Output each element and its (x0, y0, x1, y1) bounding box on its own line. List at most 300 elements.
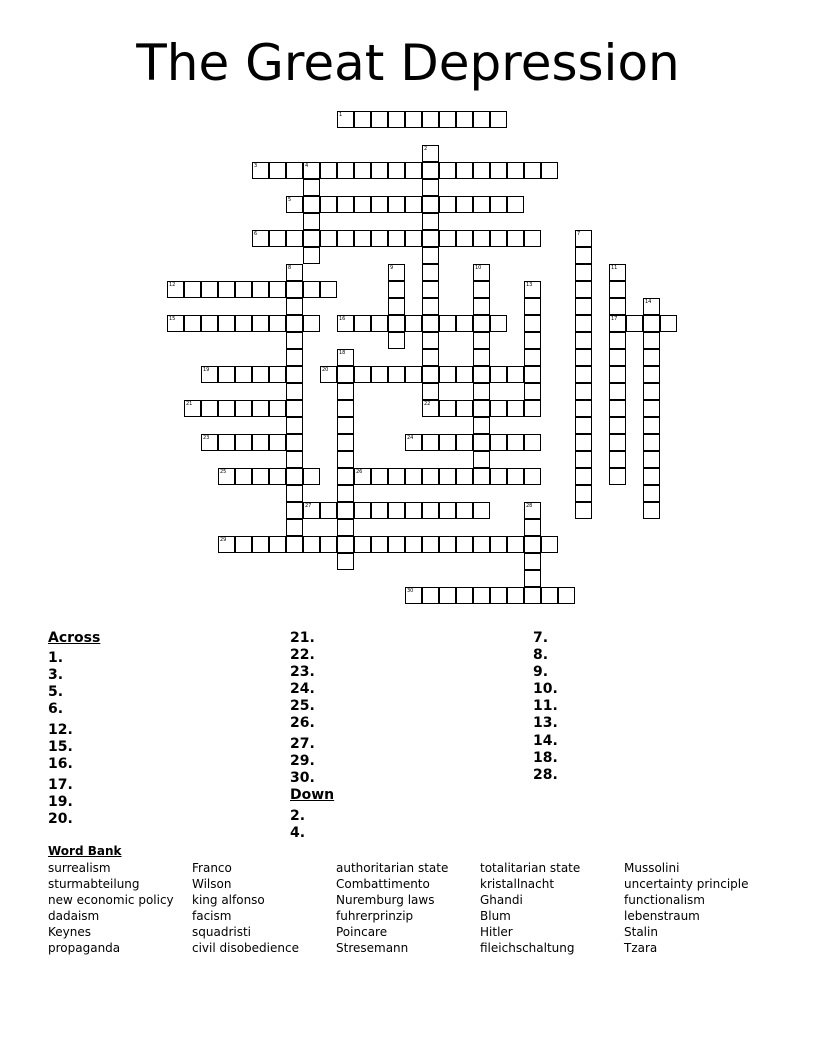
grid-cell[interactable] (456, 315, 473, 332)
grid-cell[interactable] (575, 366, 592, 383)
grid-cell[interactable] (456, 230, 473, 247)
grid-cell[interactable] (405, 162, 422, 179)
grid-cell[interactable] (235, 281, 252, 298)
grid-cell[interactable] (456, 400, 473, 417)
grid-cell[interactable] (473, 468, 490, 485)
grid-cell[interactable] (371, 502, 388, 519)
grid-cell[interactable] (422, 247, 439, 264)
grid-cell[interactable] (388, 196, 405, 213)
grid-cell[interactable] (269, 468, 286, 485)
grid-cell[interactable] (439, 468, 456, 485)
grid-cell[interactable] (337, 536, 354, 553)
grid-cell[interactable] (643, 434, 660, 451)
grid-cell[interactable] (252, 400, 269, 417)
grid-cell[interactable] (337, 162, 354, 179)
grid-cell[interactable] (388, 230, 405, 247)
grid-cell[interactable] (524, 553, 541, 570)
grid-cell[interactable] (507, 587, 524, 604)
grid-cell[interactable] (337, 230, 354, 247)
grid-cell[interactable] (286, 162, 303, 179)
grid-cell[interactable] (422, 332, 439, 349)
grid-cell[interactable] (490, 162, 507, 179)
grid-cell[interactable] (473, 536, 490, 553)
grid-cell[interactable] (643, 349, 660, 366)
grid-cell[interactable] (286, 502, 303, 519)
grid-cell[interactable] (507, 468, 524, 485)
grid-cell[interactable] (490, 468, 507, 485)
grid-cell[interactable] (388, 315, 405, 332)
grid-cell[interactable] (286, 400, 303, 417)
grid-cell[interactable] (609, 264, 626, 281)
grid-cell[interactable] (371, 468, 388, 485)
grid-cell[interactable] (303, 247, 320, 264)
grid-cell[interactable] (609, 366, 626, 383)
grid-cell[interactable] (643, 383, 660, 400)
grid-cell[interactable] (286, 196, 303, 213)
grid-cell[interactable] (269, 434, 286, 451)
grid-cell[interactable] (422, 400, 439, 417)
grid-cell[interactable] (439, 315, 456, 332)
grid-cell[interactable] (371, 162, 388, 179)
grid-cell[interactable] (575, 451, 592, 468)
grid-cell[interactable] (303, 162, 320, 179)
grid-cell[interactable] (490, 315, 507, 332)
grid-cell[interactable] (524, 349, 541, 366)
grid-cell[interactable] (609, 349, 626, 366)
grid-cell[interactable] (320, 196, 337, 213)
grid-cell[interactable] (422, 213, 439, 230)
grid-cell[interactable] (405, 196, 422, 213)
grid-cell[interactable] (354, 196, 371, 213)
grid-cell[interactable] (320, 366, 337, 383)
grid-cell[interactable] (303, 213, 320, 230)
grid-cell[interactable] (337, 315, 354, 332)
grid-cell[interactable] (286, 451, 303, 468)
grid-cell[interactable] (252, 434, 269, 451)
grid-cell[interactable] (490, 230, 507, 247)
grid-cell[interactable] (507, 536, 524, 553)
grid-cell[interactable] (337, 111, 354, 128)
grid-cell[interactable] (337, 349, 354, 366)
grid-cell[interactable] (286, 281, 303, 298)
grid-cell[interactable] (337, 366, 354, 383)
grid-cell[interactable] (473, 281, 490, 298)
grid-cell[interactable] (201, 315, 218, 332)
grid-cell[interactable] (218, 536, 235, 553)
grid-cell[interactable] (609, 451, 626, 468)
grid-cell[interactable] (269, 400, 286, 417)
grid-cell[interactable] (524, 587, 541, 604)
grid-cell[interactable] (456, 536, 473, 553)
grid-cell[interactable] (575, 230, 592, 247)
grid-cell[interactable] (286, 230, 303, 247)
grid-cell[interactable] (473, 332, 490, 349)
grid-cell[interactable] (252, 536, 269, 553)
grid-cell[interactable] (337, 468, 354, 485)
grid-cell[interactable] (439, 587, 456, 604)
grid-cell[interactable] (422, 587, 439, 604)
grid-cell[interactable] (337, 502, 354, 519)
cell-number: 14 (645, 299, 652, 305)
grid-cell[interactable] (643, 400, 660, 417)
grid-cell[interactable] (388, 332, 405, 349)
grid-cell[interactable] (473, 315, 490, 332)
grid-cell[interactable] (609, 383, 626, 400)
grid-cell[interactable] (575, 281, 592, 298)
grid-cell[interactable] (201, 366, 218, 383)
grid-cell[interactable] (609, 417, 626, 434)
grid-cell[interactable] (609, 400, 626, 417)
grid-cell[interactable] (405, 502, 422, 519)
grid-cell[interactable] (303, 196, 320, 213)
grid-cell[interactable] (286, 434, 303, 451)
grid-cell[interactable] (252, 281, 269, 298)
grid-cell[interactable] (218, 468, 235, 485)
grid-cell[interactable] (490, 587, 507, 604)
grid-cell[interactable] (643, 485, 660, 502)
grid-cell[interactable] (456, 162, 473, 179)
grid-cell[interactable] (201, 434, 218, 451)
grid-cell[interactable] (524, 366, 541, 383)
grid-cell[interactable] (660, 315, 677, 332)
grid-cell[interactable] (575, 383, 592, 400)
grid-cell[interactable] (269, 162, 286, 179)
grid-cell[interactable] (303, 230, 320, 247)
grid-cell[interactable] (422, 298, 439, 315)
grid-cell[interactable] (422, 162, 439, 179)
grid-cell[interactable] (541, 162, 558, 179)
grid-cell[interactable] (252, 230, 269, 247)
grid-cell[interactable] (422, 366, 439, 383)
grid-cell[interactable] (218, 366, 235, 383)
grid-cell[interactable] (422, 383, 439, 400)
grid-cell[interactable] (218, 434, 235, 451)
grid-cell[interactable] (354, 468, 371, 485)
grid-cell[interactable] (201, 400, 218, 417)
grid-cell[interactable] (473, 366, 490, 383)
grid-cell[interactable] (456, 196, 473, 213)
grid-cell[interactable] (388, 502, 405, 519)
grid-cell[interactable] (235, 536, 252, 553)
grid-cell[interactable] (456, 111, 473, 128)
grid-cell[interactable] (575, 485, 592, 502)
grid-cell[interactable] (320, 230, 337, 247)
grid-cell[interactable] (286, 536, 303, 553)
grid-cell[interactable] (320, 162, 337, 179)
grid-cell[interactable] (269, 536, 286, 553)
grid-cell[interactable] (405, 230, 422, 247)
grid-cell[interactable] (354, 111, 371, 128)
grid-cell[interactable] (218, 315, 235, 332)
grid-cell[interactable] (524, 332, 541, 349)
grid-cell[interactable] (218, 281, 235, 298)
grid-cell[interactable] (507, 400, 524, 417)
grid-cell[interactable] (439, 162, 456, 179)
grid-cell[interactable] (643, 468, 660, 485)
grid-cell[interactable] (337, 485, 354, 502)
grid-cell[interactable] (354, 230, 371, 247)
grid-cell[interactable] (507, 162, 524, 179)
grid-cell[interactable] (184, 281, 201, 298)
grid-cell[interactable] (252, 366, 269, 383)
grid-cell[interactable] (473, 383, 490, 400)
grid-cell[interactable] (422, 264, 439, 281)
grid-cell[interactable] (456, 434, 473, 451)
grid-cell[interactable] (167, 315, 184, 332)
grid-cell[interactable] (422, 179, 439, 196)
grid-cell[interactable] (388, 162, 405, 179)
grid-cell[interactable] (422, 502, 439, 519)
grid-cell[interactable] (473, 196, 490, 213)
grid-cell[interactable] (456, 502, 473, 519)
grid-cell[interactable] (235, 468, 252, 485)
grid-cell[interactable] (643, 315, 660, 332)
grid-cell[interactable] (609, 281, 626, 298)
grid-cell[interactable] (524, 383, 541, 400)
grid-cell[interactable] (337, 400, 354, 417)
grid-cell[interactable] (575, 468, 592, 485)
grid-cell[interactable] (422, 230, 439, 247)
grid-cell[interactable] (269, 281, 286, 298)
grid-cell[interactable] (371, 230, 388, 247)
grid-cell[interactable] (320, 281, 337, 298)
grid-cell[interactable] (218, 400, 235, 417)
grid-cell[interactable] (405, 536, 422, 553)
grid-cell[interactable] (643, 298, 660, 315)
grid-cell[interactable] (286, 366, 303, 383)
grid-cell[interactable] (303, 281, 320, 298)
grid-cell[interactable] (354, 502, 371, 519)
grid-cell[interactable] (303, 179, 320, 196)
grid-cell[interactable] (286, 264, 303, 281)
grid-cell[interactable] (473, 417, 490, 434)
grid-cell[interactable] (337, 553, 354, 570)
grid-cell[interactable] (252, 468, 269, 485)
grid-cell[interactable] (354, 315, 371, 332)
grid-cell[interactable] (575, 434, 592, 451)
grid-cell[interactable] (303, 468, 320, 485)
grid-cell[interactable] (439, 400, 456, 417)
grid-cell[interactable] (524, 536, 541, 553)
grid-cell[interactable] (490, 536, 507, 553)
grid-cell[interactable] (490, 196, 507, 213)
grid-cell[interactable] (405, 468, 422, 485)
cell-number: 27 (305, 503, 312, 509)
grid-cell[interactable] (473, 162, 490, 179)
grid-cell[interactable] (337, 451, 354, 468)
grid-cell[interactable] (354, 536, 371, 553)
grid-cell[interactable] (643, 366, 660, 383)
grid-cell[interactable] (643, 417, 660, 434)
grid-cell[interactable] (388, 298, 405, 315)
grid-cell[interactable] (473, 451, 490, 468)
grid-cell[interactable] (524, 468, 541, 485)
grid-cell[interactable] (422, 196, 439, 213)
grid-cell[interactable] (422, 468, 439, 485)
grid-cell[interactable] (286, 485, 303, 502)
grid-cell[interactable] (575, 332, 592, 349)
grid-cell[interactable] (575, 264, 592, 281)
grid-cell[interactable] (456, 468, 473, 485)
grid-cell[interactable] (439, 536, 456, 553)
grid-cell[interactable] (371, 536, 388, 553)
grid-cell[interactable] (388, 281, 405, 298)
grid-cell[interactable] (524, 570, 541, 587)
grid-cell[interactable] (575, 417, 592, 434)
grid-cell[interactable] (269, 315, 286, 332)
grid-cell[interactable] (405, 434, 422, 451)
grid-cell[interactable] (252, 162, 269, 179)
grid-cell[interactable] (609, 298, 626, 315)
grid-cell[interactable] (422, 349, 439, 366)
grid-cell[interactable] (286, 468, 303, 485)
grid-cell[interactable] (371, 366, 388, 383)
grid-cell[interactable] (473, 230, 490, 247)
grid-cell[interactable] (371, 196, 388, 213)
grid-cell[interactable] (201, 281, 218, 298)
grid-cell[interactable] (490, 111, 507, 128)
grid-cell[interactable] (524, 281, 541, 298)
grid-cell[interactable] (507, 196, 524, 213)
grid-cell[interactable] (422, 281, 439, 298)
grid-cell[interactable] (422, 536, 439, 553)
grid-cell[interactable] (405, 366, 422, 383)
grid-cell[interactable] (286, 298, 303, 315)
clue-number: 21. (290, 630, 315, 646)
grid-cell[interactable] (524, 298, 541, 315)
grid-cell[interactable] (388, 264, 405, 281)
grid-cell[interactable] (354, 162, 371, 179)
grid-cell[interactable] (286, 417, 303, 434)
grid-cell[interactable] (286, 519, 303, 536)
grid-cell[interactable] (575, 247, 592, 264)
grid-cell[interactable] (235, 434, 252, 451)
grid-cell[interactable] (524, 162, 541, 179)
grid-cell[interactable] (439, 434, 456, 451)
grid-cell[interactable] (473, 400, 490, 417)
grid-cell[interactable] (575, 298, 592, 315)
grid-cell[interactable] (303, 315, 320, 332)
grid-cell[interactable] (439, 111, 456, 128)
grid-cell[interactable] (507, 230, 524, 247)
grid-cell[interactable] (405, 111, 422, 128)
grid-cell[interactable] (507, 434, 524, 451)
grid-cell[interactable] (269, 230, 286, 247)
grid-cell[interactable] (269, 366, 286, 383)
grid-cell[interactable] (541, 536, 558, 553)
grid-cell[interactable] (541, 587, 558, 604)
grid-cell[interactable] (490, 434, 507, 451)
grid-cell[interactable] (473, 111, 490, 128)
grid-cell[interactable] (439, 196, 456, 213)
grid-cell[interactable] (643, 502, 660, 519)
grid-cell[interactable] (609, 332, 626, 349)
grid-cell[interactable] (473, 587, 490, 604)
grid-cell[interactable] (524, 400, 541, 417)
grid-cell[interactable] (643, 332, 660, 349)
grid-cell[interactable] (473, 502, 490, 519)
grid-cell[interactable] (490, 400, 507, 417)
grid-cell[interactable] (643, 451, 660, 468)
grid-cell[interactable] (490, 366, 507, 383)
grid-cell[interactable] (575, 502, 592, 519)
grid-cell[interactable] (303, 536, 320, 553)
grid-cell[interactable] (609, 468, 626, 485)
grid-cell[interactable] (167, 281, 184, 298)
grid-cell[interactable] (388, 366, 405, 383)
grid-cell[interactable] (524, 519, 541, 536)
grid-cell[interactable] (558, 587, 575, 604)
clue-number: 24. (290, 681, 315, 697)
grid-cell[interactable] (371, 111, 388, 128)
grid-cell[interactable] (286, 332, 303, 349)
grid-cell[interactable] (337, 196, 354, 213)
grid-cell[interactable] (524, 230, 541, 247)
grid-cell[interactable] (456, 366, 473, 383)
grid-cell[interactable] (575, 349, 592, 366)
grid-cell[interactable] (388, 468, 405, 485)
grid-cell[interactable] (439, 502, 456, 519)
grid-cell[interactable] (337, 519, 354, 536)
grid-cell[interactable] (371, 315, 388, 332)
grid-cell[interactable] (524, 434, 541, 451)
clue-number: 26. (290, 715, 315, 731)
grid-cell[interactable] (422, 145, 439, 162)
grid-cell[interactable] (626, 315, 643, 332)
grid-cell[interactable] (507, 366, 524, 383)
grid-cell[interactable] (235, 366, 252, 383)
grid-cell[interactable] (286, 383, 303, 400)
grid-cell[interactable] (286, 315, 303, 332)
grid-cell[interactable] (388, 536, 405, 553)
grid-cell[interactable] (456, 587, 473, 604)
grid-cell[interactable] (439, 366, 456, 383)
grid-cell[interactable] (405, 315, 422, 332)
grid-cell[interactable] (337, 417, 354, 434)
grid-cell[interactable] (609, 434, 626, 451)
grid-cell[interactable] (422, 111, 439, 128)
clue-number: 18. (533, 750, 558, 766)
grid-cell[interactable] (320, 502, 337, 519)
grid-cell[interactable] (184, 400, 201, 417)
grid-cell[interactable] (575, 315, 592, 332)
grid-cell[interactable] (184, 315, 201, 332)
cell-number: 25 (220, 469, 227, 475)
grid-cell[interactable] (575, 400, 592, 417)
grid-cell[interactable] (473, 349, 490, 366)
grid-cell[interactable] (422, 315, 439, 332)
grid-cell[interactable] (405, 587, 422, 604)
grid-cell[interactable] (286, 349, 303, 366)
grid-cell[interactable] (609, 315, 626, 332)
grid-cell[interactable] (439, 230, 456, 247)
grid-cell[interactable] (252, 315, 269, 332)
grid-cell[interactable] (524, 315, 541, 332)
grid-cell[interactable] (388, 111, 405, 128)
grid-cell[interactable] (473, 434, 490, 451)
grid-cell[interactable] (354, 366, 371, 383)
grid-cell[interactable] (303, 502, 320, 519)
grid-cell[interactable] (422, 434, 439, 451)
grid-cell[interactable] (473, 298, 490, 315)
grid-cell[interactable] (235, 315, 252, 332)
grid-cell[interactable] (473, 264, 490, 281)
grid-cell[interactable] (235, 400, 252, 417)
grid-cell[interactable] (320, 536, 337, 553)
grid-cell[interactable] (524, 502, 541, 519)
grid-cell[interactable] (337, 434, 354, 451)
grid-cell[interactable] (337, 383, 354, 400)
